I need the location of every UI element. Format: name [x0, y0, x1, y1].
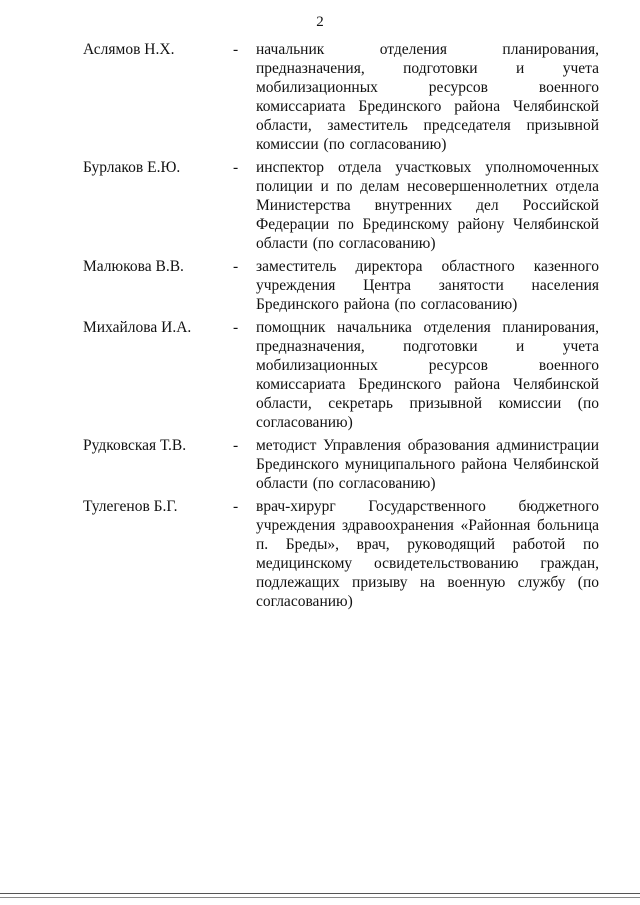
member-dash: - — [233, 258, 239, 275]
page-number: 2 — [316, 14, 324, 30]
member-position: начальник отделения планирования, предназначения, подготовки и учета мобилизационных ресурсов военного комиссариата Брединского района Челябинской области, заместитель председателя призывной комиссии (по согласованию) — [256, 41, 599, 153]
member-dash: - — [233, 159, 239, 176]
member-name: Малюкова В.В. — [83, 258, 184, 275]
member-position: методист Управления образования администрации Брединского муниципального района Челябинской области (по согласованию) — [256, 437, 599, 492]
member-name: Рудковская Т.В. — [83, 437, 187, 454]
member-position: врач-хирург Государственного бюджетного учреждения здравоохранения «Районная больница п. Бреды», врач, руководящий работой по медицинскому освидетельствованию граждан, подлежащих призыву на военную службу (по согласованию) — [256, 498, 599, 610]
member-position: помощник начальника отделения планирования, предназначения, подготовки и учета мобилизационных ресурсов военного комиссариата Брединского района Челябинской области, секретарь призывной комиссии (по согласованию) — [256, 319, 599, 431]
member-entry — [0, 497, 640, 611]
member-name: Аслямов Н.Х. — [83, 41, 175, 58]
member-entry — [0, 436, 640, 493]
member-name: Тулегенов Б.Г. — [83, 498, 178, 515]
commission-member-list — [0, 40, 640, 615]
member-entry — [0, 257, 640, 314]
member-dash: - — [233, 498, 239, 515]
member-entry — [0, 158, 640, 253]
member-dash: - — [233, 41, 239, 58]
member-dash: - — [233, 437, 239, 454]
member-entry — [0, 40, 640, 154]
member-name: Михайлова И.А. — [83, 319, 192, 336]
page-bottom-edge-shadow — [0, 897, 640, 898]
member-position: заместитель директора областного казенного учреждения Центра занятости населения Брединского района (по согласованию) — [256, 258, 599, 313]
member-position: инспектор отдела участковых уполномоченных полиции и по делам несовершеннолетних отдела Министерства внутренних дел Российской Федерации по Брединскому району Челябинской области (по согласованию) — [256, 159, 599, 252]
member-dash: - — [233, 319, 239, 336]
page-bottom-edge — [0, 893, 640, 894]
member-name: Бурлаков Е.Ю. — [83, 159, 181, 176]
member-entry — [0, 318, 640, 432]
